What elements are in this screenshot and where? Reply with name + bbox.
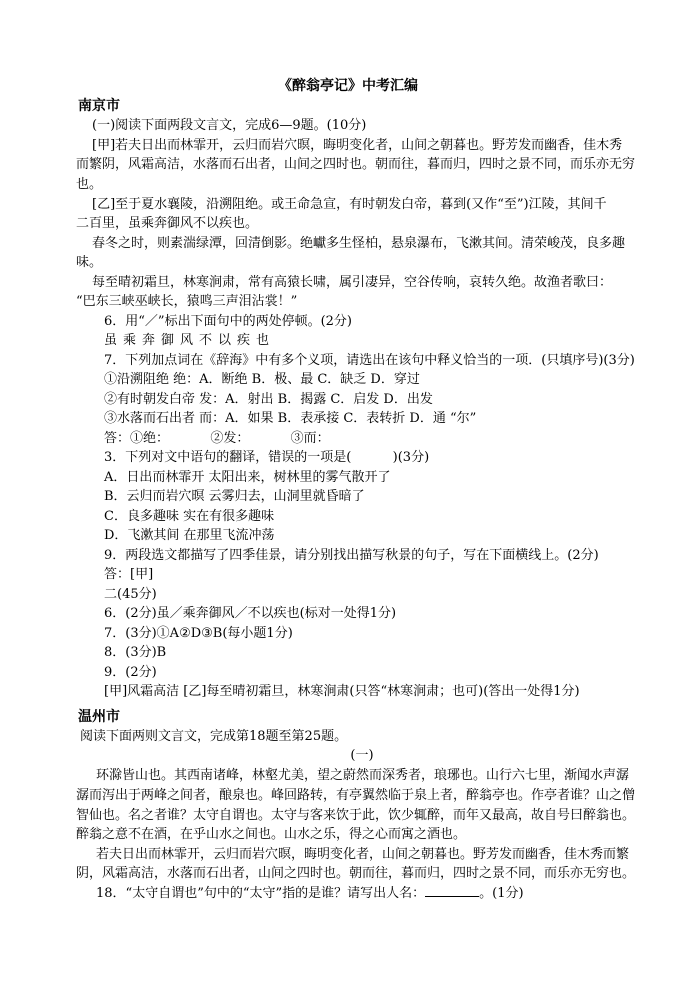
answer-key-line: 7．(3分)①A②D③B(每小题1分): [104, 626, 293, 641]
section-heading-nanjing: 南京市: [78, 98, 120, 114]
paragraph-line: [乙]至于夏水襄陵，沿溯阻绝。或王命急宣，有时朝发白帝，暮到(又作“至”)江陵，其间千: [92, 197, 607, 212]
passage-number: (一): [350, 748, 374, 763]
paragraph-line: 若夫日出而林霏开，云归而岩穴暝，晦明变化者，山间之朝暮也。野芳发而幽香，佳木秀而繁: [96, 847, 630, 862]
question-8-option: D．飞漱其间 在那里飞流冲荡: [104, 528, 275, 543]
paragraph-line: 阅读下面两则文言文，完成第18题至第25题。: [80, 729, 348, 744]
paragraph-line: (一)阅读下面两段文言文，完成6—9题。(10分): [92, 118, 367, 133]
question-18: [96, 884, 524, 903]
paragraph-line: 春冬之时，则素湍绿潭，回清倒影。绝巘多生怪柏，悬泉瀑布，飞漱其间。清荣峻茂，良多趣: [92, 236, 626, 251]
question-7-option: ①沿溯阻绝 绝：A．断绝 B．极、最 C．缺乏 D．穿过: [104, 372, 420, 387]
paragraph-line: “巴东三峡巫峡长，猿鸣三声泪沾裳！”: [76, 294, 298, 309]
paragraph-line: 智仙也。名之者谁？太守自谓也。太守与客来饮于此，饮少辄醉，而年又最高，故自号曰醉翁也。: [76, 808, 636, 823]
question-9: 9．两段选文都描写了四季佳景，请分别找出描写秋景的句子，写在下面横线上。(2分): [104, 548, 599, 563]
question-18-score: 。(1分): [479, 886, 524, 901]
question-8: 3．下列对文中语句的翻译，错误的一项是( )(3分): [104, 450, 430, 465]
question-7-option: ③水落而石出者 而：A．如果 B．表承接 C．表转折 D．通 “尔”: [104, 411, 477, 426]
paragraph-line: 味。: [76, 255, 103, 270]
question-7-option: ②有时朝发白帝 发：A．射出 B．揭露 C．启发 D．出发: [104, 392, 433, 407]
paragraph-line: 而繁阴，风霜高洁，水落而石出者，山间之四时也。朝而往，暮而归，四时之景不同，而乐亦无穷: [76, 157, 636, 172]
paragraph-line: 潺而泻出于两峰之间者，酿泉也。峰回路转，有亭翼然临于泉上者，醉翁亭也。作亭者谁？山之僧: [76, 788, 636, 803]
question-8-option: B．云归而岩穴暝 云雾归去，山洞里就昏暗了: [104, 489, 365, 504]
paragraph-line: 醉翁之意不在酒，在乎山水之间也。山水之乐，得之心而寓之酒也。: [76, 827, 467, 842]
answer-key-line: 9．(2分): [104, 665, 157, 680]
question-7-answer: 答：①绝： ②发： ③而：: [104, 431, 330, 446]
answer-blank[interactable]: [425, 884, 479, 897]
question-9-answer: 答：[甲]: [104, 567, 154, 582]
question-8-option: A．日出而林霏开 太阳出来，树林里的雾气散开了: [104, 470, 391, 485]
section-heading-wenzhou: 温州市: [78, 709, 120, 725]
question-6: 6．用“／”标出下面句中的两处停顿。(2分): [104, 314, 352, 329]
question-18-text: 18．“太守自谓也”句中的“太守”指的是谁？请写出人名：: [96, 886, 426, 901]
paragraph-line: [甲]若夫日出而林霏开，云归而岩穴暝，晦明变化者，山间之朝暮也。野芳发而幽香，佳木秀: [92, 138, 623, 153]
paragraph-line: 环滁皆山也。其西南诸峰，林壑尤美，望之蔚然而深秀者，琅琊也。山行六七里，渐闻水声潺: [96, 768, 630, 783]
answer-key-line: 8．(3分)B: [104, 645, 167, 660]
paragraph-line: 二百里，虽乘奔御风不以疾也。: [76, 216, 259, 231]
paragraph-line: 也。: [76, 177, 103, 192]
answer-key-line: [甲]风霜高洁 [乙]每至晴初霜旦，林寒涧肃(只答“林寒涧肃；也可)(答出一处得1分): [104, 684, 580, 699]
question-7: 7．下列加点词在《辞海》中有多个义项，请选出在该句中释义恰当的一项．(只填序号)(3分): [104, 353, 635, 368]
paragraph-line: 每至晴初霜旦，林寒涧肃，常有高猿长啸，属引凄异，空谷传响，哀转久绝。故渔者歌曰：: [92, 275, 613, 290]
answer-key-line: 6．(2分)虽／乘奔御风／不以疾也(标对一处得1分): [104, 606, 397, 621]
question-6-sentence: 虽乘奔御风不以疾也: [104, 333, 276, 348]
document-title: 《醉翁亭记》中考汇编: [278, 78, 418, 94]
paragraph-line: 阴，风霜高洁，水落而石出者，山间之四时也。朝而往，暮而归，四时之景不同，而乐亦无穷也。: [76, 866, 636, 881]
question-8-option: C．良多趣味 实在有很多趣味: [104, 509, 275, 524]
answer-key-heading: 二(45分): [104, 587, 157, 602]
